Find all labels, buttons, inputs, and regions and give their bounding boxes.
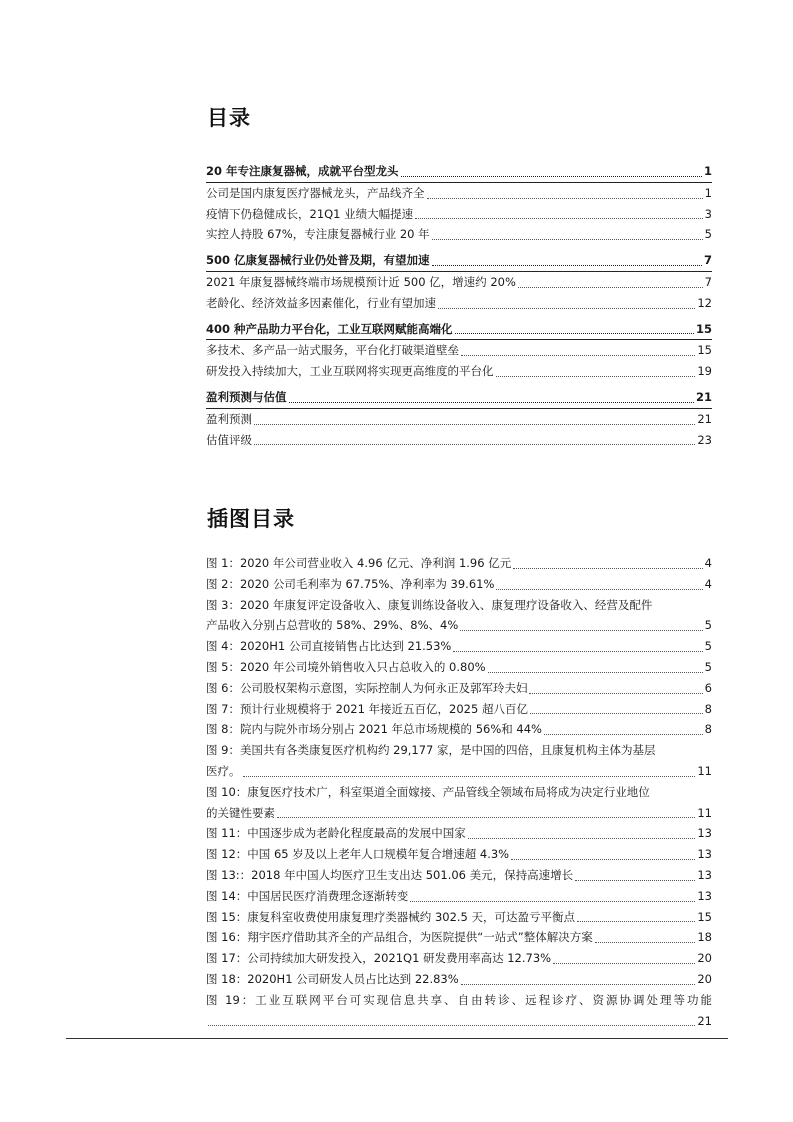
figure-entry[interactable] — [206, 823, 712, 844]
figure-title: 图 18：2020H1 公司研发人员占比达到 22.83% — [206, 971, 459, 986]
dot-leader — [496, 589, 702, 590]
dot-leader — [289, 402, 694, 403]
toc-section-entry[interactable] — [206, 387, 712, 408]
toc-heading: 目录 — [207, 106, 251, 130]
dot-leader — [460, 630, 702, 631]
figure-page-number: 4 — [704, 576, 712, 591]
footer-rule — [66, 1038, 728, 1039]
figure-title-line-1: 图 19：工业互联网平台可实现信息共享、自由转诊、远程诊疗、资源协调处理等功能 — [206, 992, 712, 1007]
dot-leader — [511, 859, 695, 860]
dot-leader — [461, 355, 695, 356]
figure-list-heading: 插图目录 — [207, 507, 295, 531]
dot-leader — [427, 198, 703, 199]
dot-leader — [432, 265, 702, 266]
dot-leader — [518, 287, 703, 288]
toc-section-title: 盈利预测与估值 — [206, 389, 287, 404]
toc-entry[interactable] — [206, 430, 712, 451]
toc-entry[interactable] — [206, 361, 712, 382]
dot-leader — [575, 880, 695, 881]
toc-entry-title: 公司是国内康复医疗器械龙头，产品线齐全 — [206, 185, 425, 200]
toc-entry-title: 疫情下仍稳健成长，21Q1 业绩大幅提速 — [206, 206, 414, 221]
figure-title: 图 7：预计行业规模将于 2021 年接近五百亿，2025 超八百亿 — [206, 701, 528, 716]
figure-page-number: 5 — [704, 639, 712, 654]
toc-entry[interactable] — [206, 204, 712, 225]
figure-title: 图 16：翔宇医疗借助其齐全的产品组合，为医院提供“一站式”整体解决方案 — [206, 930, 593, 945]
dot-leader — [410, 901, 695, 902]
dot-leader — [208, 1025, 695, 1026]
toc-entry-title: 盈利预测 — [206, 411, 252, 426]
toc-entry[interactable] — [206, 224, 712, 245]
figure-entry[interactable] — [206, 553, 712, 574]
figure-entry[interactable] — [206, 636, 712, 657]
dot-leader — [438, 308, 695, 309]
figure-title: 图 12：中国 65 岁及以上老年人口规模年复合增速超 4.3% — [206, 847, 510, 862]
toc-page-number: 15 — [697, 343, 712, 358]
figure-entry[interactable] — [206, 844, 712, 865]
dot-leader — [254, 424, 695, 425]
figure-page-number: 13 — [697, 847, 712, 862]
figure-page-number: 18 — [697, 930, 712, 945]
toc-entry-title: 2021 年康复器械终端市场规模预计近 500 亿，增速约 20% — [206, 274, 516, 289]
figure-entry[interactable] — [206, 969, 712, 990]
toc-page-number: 7 — [704, 274, 712, 289]
figure-entry[interactable] — [206, 865, 712, 886]
figure-page-number: 6 — [704, 680, 712, 695]
toc-page-number: 15 — [695, 321, 712, 336]
figure-entry[interactable] — [206, 886, 712, 907]
dot-leader — [513, 568, 702, 569]
toc-section-entry[interactable] — [206, 161, 712, 182]
figure-page-number: 11 — [697, 805, 712, 820]
figure-page-number: 13 — [697, 867, 712, 882]
toc-section-title: 400 种产品助力平台化，工业互联网赋能高端化 — [206, 321, 453, 336]
figure-entry[interactable] — [206, 719, 712, 740]
figure-title: 图 2：2020 公司毛利率为 67.75%、净利率为 39.61% — [206, 576, 495, 591]
toc-list — [206, 161, 712, 450]
figure-title: 图 8：院内与院外市场分别占 2021 年总市场规模的 56%和 44% — [206, 722, 542, 737]
figure-title: 图 1：2020 年公司营业收入 4.96 亿元、净利润 1.96 亿元 — [206, 556, 512, 570]
toc-entry-title: 实控人持股 67%，专注康复器械行业 20 年 — [206, 227, 430, 242]
figure-title: 图 4：2020H1 公司直接销售占比达到 21.53% — [206, 639, 452, 654]
dot-leader — [577, 921, 695, 922]
figure-title: 图 14：中国居民医疗消费理念逐渐转变 — [206, 888, 409, 903]
figure-title: 图 11：中国逐步成为老龄化程度最高的发展中国家 — [206, 826, 466, 841]
figure-entry[interactable] — [206, 595, 712, 637]
toc-page-number: 5 — [704, 227, 712, 242]
dot-leader — [468, 838, 696, 839]
figure-title-line-2: 医疗。 — [206, 763, 241, 778]
figure-title-line-2: 的关键性要素 — [206, 805, 275, 820]
dot-leader — [530, 713, 703, 714]
dot-leader — [277, 817, 695, 818]
figure-page-number: 8 — [704, 722, 712, 737]
figure-title-line-1: 图 3：2020 年康复评定设备收入、康复训练设备收入、康复理疗设备收入、经营及配件 — [206, 597, 653, 612]
dot-leader — [544, 734, 703, 735]
figure-entry[interactable] — [206, 907, 712, 928]
toc-entry[interactable] — [206, 340, 712, 361]
toc-page-number: 7 — [703, 253, 712, 268]
toc-page-number: 1 — [703, 164, 712, 178]
dot-leader — [401, 176, 702, 177]
figure-title: 图 13:：2018 年中国人均医疗卫生支出达 501.06 美元，保持高速增长 — [206, 867, 574, 882]
toc-entry-title: 估值评级 — [206, 432, 252, 447]
figure-page-number: 20 — [697, 951, 712, 966]
figure-entry[interactable] — [206, 678, 712, 699]
figure-title: 图 6：公司股权架构示意图，实际控制人为何永正及郭军玲夫妇 — [206, 680, 528, 695]
figure-page-number: 5 — [704, 659, 712, 674]
figure-page-number: 5 — [704, 618, 712, 633]
toc-entry-title: 老龄化、经济效益多因素催化，行业有望加速 — [206, 295, 436, 310]
dot-leader — [529, 693, 702, 694]
toc-entry[interactable] — [206, 183, 712, 204]
figure-page-number: 8 — [704, 701, 712, 716]
dot-leader — [461, 984, 696, 985]
figure-page-number: 15 — [697, 909, 712, 924]
figure-entry[interactable] — [206, 657, 712, 678]
dot-leader — [415, 218, 703, 219]
toc-entry[interactable] — [206, 409, 712, 430]
figure-entry[interactable] — [206, 948, 712, 969]
figure-entry[interactable] — [206, 927, 712, 948]
toc-section-entry[interactable] — [206, 319, 712, 340]
dot-leader — [254, 444, 695, 445]
toc-page-number: 19 — [697, 364, 712, 379]
dot-leader — [432, 239, 703, 240]
toc-section-title: 500 亿康复器械行业仍处普及期，有望加速 — [206, 253, 430, 268]
figure-entry[interactable] — [206, 740, 712, 782]
toc-page-number: 12 — [697, 295, 712, 310]
dot-leader — [496, 376, 696, 377]
toc-entry[interactable] — [206, 272, 712, 293]
figure-entry[interactable] — [206, 782, 712, 824]
figure-title: 图 17：公司持续加大研发投入，2021Q1 研发费用率高达 12.73% — [206, 951, 552, 966]
toc-page-number: 23 — [697, 432, 712, 447]
figure-page-number: 21 — [697, 1013, 712, 1028]
figure-title-line-2: 产品收入分别占总营收的 58%、29%、8%、4% — [206, 618, 459, 633]
toc-entry-title: 研发投入持续加大，工业互联网将实现更高维度的平台化 — [206, 364, 494, 379]
figure-title: 图 15：康复科室收费使用康复理疗类器械约 302.5 天，可达盈亏平衡点 — [206, 909, 576, 924]
toc-page-number: 1 — [704, 185, 712, 200]
toc-entry[interactable] — [206, 293, 712, 314]
figure-entry[interactable] — [206, 699, 712, 720]
toc-page-number: 3 — [704, 206, 712, 221]
dot-leader — [595, 942, 696, 943]
figure-page-number: 11 — [697, 763, 712, 778]
dot-leader — [455, 333, 694, 334]
toc-entry-title: 多技术、多产品一站式服务，平台化打破渠道壁垒 — [206, 343, 459, 358]
figure-title-line-1: 图 9：美国共有各类康复医疗机构约 29,177 家，是中国的四倍，且康复机构主体为基层 — [206, 743, 656, 758]
figure-page-number: 4 — [704, 556, 712, 570]
figure-page-number: 20 — [697, 971, 712, 986]
figure-title: 图 5：2020 年公司境外销售收入只占总收入的 0.80% — [206, 659, 486, 674]
figure-list — [206, 553, 712, 1031]
toc-page-number: 21 — [695, 389, 712, 404]
toc-section-title: 20 年专注康复器械，成就平台型龙头 — [206, 164, 399, 178]
toc-page-number: 21 — [697, 411, 712, 426]
dot-leader — [553, 963, 695, 964]
figure-title-line-1: 图 10：康复医疗技术广，科室渠道全面嫁接、产品管线全领域布局将成为决定行业地位 — [206, 784, 650, 799]
dot-leader — [453, 651, 702, 652]
figure-page-number: 13 — [697, 888, 712, 903]
figure-entry[interactable] — [206, 990, 712, 1032]
dot-leader — [488, 672, 703, 673]
dot-leader — [243, 776, 696, 777]
toc-section-entry[interactable] — [206, 250, 712, 271]
figure-entry[interactable] — [206, 574, 712, 595]
figure-page-number: 13 — [697, 826, 712, 841]
